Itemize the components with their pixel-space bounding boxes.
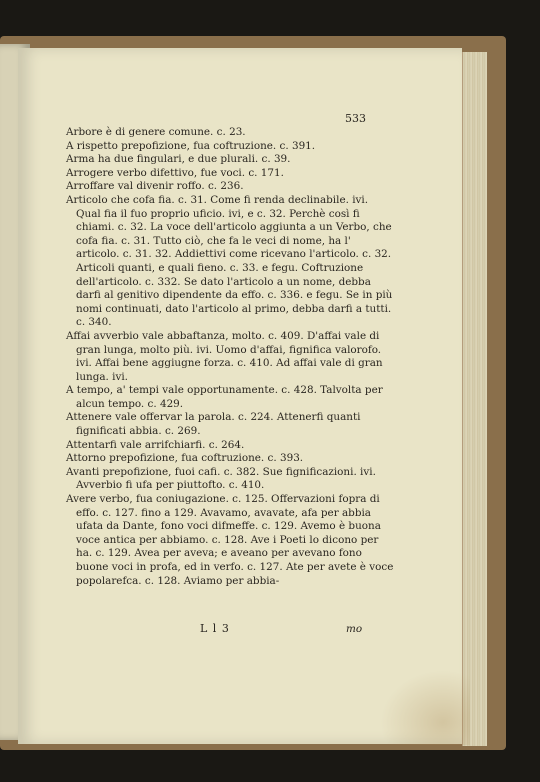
index-entry: Avanti prepofizione, fuoi cafi. c. 382. Sue fignificazioni. ivi. Avverbio fi ufa per piuttofto. c. 410.	[66, 465, 376, 492]
page-block-edge	[462, 52, 487, 746]
index-entry: Articolo che cofa fia. c. 31. Come fi renda declinabile. ivi. Qual fia il fuo proprio uficio. ivi, e c. 32. Perchè così fi chiami. c. 32. La voce dell'articolo aggiunta a un Verbo, che cofa fia. c. 31. Tutto ciò, che fa le veci di nome, ha l' articolo. c. 31. 32. Addiettivi come ricevano l'articolo. c. 32. Articoli quanti, e quali fieno. c. 33. e fegu. Coftruzione dell'articolo. c. 332. Se dato l'articolo a un nome, debba darfi al genitivo dipendente da effo. c. 336. e fegu. Se in più nomi continuati, dato l'articolo al primo, debba darfi a tutti. c. 340.	[66, 193, 393, 329]
index-entry: Avere verbo, fua coniugazione. c. 125. Offervazioni fopra di effo. c. 127. fino a 129. Avavamo, avavate, afa per abbia ufata da Dante, fono voci difmeffe. c. 129. Avemo è buona voce antica per abbiamo. c. 128. Ave i Poeti lo dicono per ha. c. 129. Avea per aveva; e aveano per avevano fono buone voci in profa, ed in verfo. c. 127. Ate per avete è voce popolarefca. c. 128. Aviamo per abbia-	[66, 493, 394, 587]
foxing-stain	[380, 670, 470, 745]
signature-mark: L l 3	[200, 622, 230, 635]
index-entry: Affai avverbio vale abbaftanza, molto. c. 409. D'affai vale di gran lunga, molto più. ivi. Uomo d'affai, fignifica valorofo. ivi. Affai bene aggiugne forza. c. 410. Ad affai vale di gran lunga. ivi.	[66, 329, 383, 383]
index-entries	[66, 126, 396, 588]
index-entry: Attenere vale offervar la parola. c. 224. Attenerfi quanti fignificati abbia. c. 269.	[66, 411, 361, 438]
catchword: mo	[346, 623, 363, 635]
index-entry: A rispetto prepofizione, fua coftruzione. c. 391.	[66, 139, 316, 152]
index-entry: Attentarfi vale arrifchiarfi. c. 264.	[66, 438, 245, 451]
index-entry: Arma ha due fingulari, e due plurali. c. 39.	[66, 153, 291, 166]
index-entry: Arrogere verbo difettivo, fue voci. c. 171.	[66, 166, 284, 179]
index-entry: A tempo, a' tempi vale opportunamente. c. 428. Talvolta per alcun tempo. c. 429.	[66, 384, 383, 410]
index-entry: Attorno prepofizione, fua coftruzione. c. 393.	[66, 452, 304, 465]
page-number: 533	[345, 112, 366, 125]
index-entry: Arbore è di genere comune. c. 23.	[66, 126, 246, 138]
index-entry: Arroffare val divenir roffo. c. 236.	[66, 180, 244, 193]
